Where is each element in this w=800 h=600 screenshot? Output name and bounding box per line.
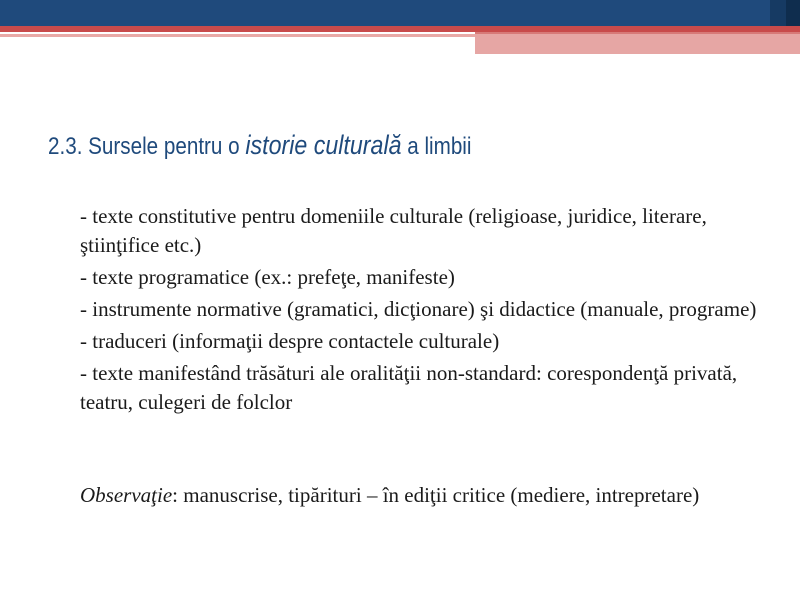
observation-note [80,481,780,510]
bullet-list [80,202,780,420]
accent-stripe [0,34,475,37]
title-suffix: a limbii [401,133,472,160]
list-item: - traduceri (informaţii despre contactele culturale) [80,329,500,353]
header-band [0,0,800,26]
observation-label: Observaţie [80,483,173,507]
title-prefix: 2.3. Sursele pentru o [48,133,246,160]
observation-text: : manuscrise, tipărituri – în ediţii critice (mediere, intrepretare) [172,483,700,507]
header-band-edge [786,0,800,26]
accent-block-edge [475,32,800,34]
accent-block [475,32,800,54]
list-item: - texte constitutive pentru domeniile culturale (religioase, juridice, literare, ştiinţifice etc.) [80,204,707,257]
title-emphasis: istorie culturală [245,130,402,160]
list-item: - texte programatice (ex.: prefeţe, manifeste) [80,265,455,289]
list-item: - instrumente normative (gramatici, dicţionare) şi didactice (manuale, programe) [80,297,757,321]
list-item: - texte manifestând trăsături ale oralităţii non-standard: corespondenţă privată, teatru, culegeri de folclor [80,361,738,414]
slide-title [48,130,684,161]
